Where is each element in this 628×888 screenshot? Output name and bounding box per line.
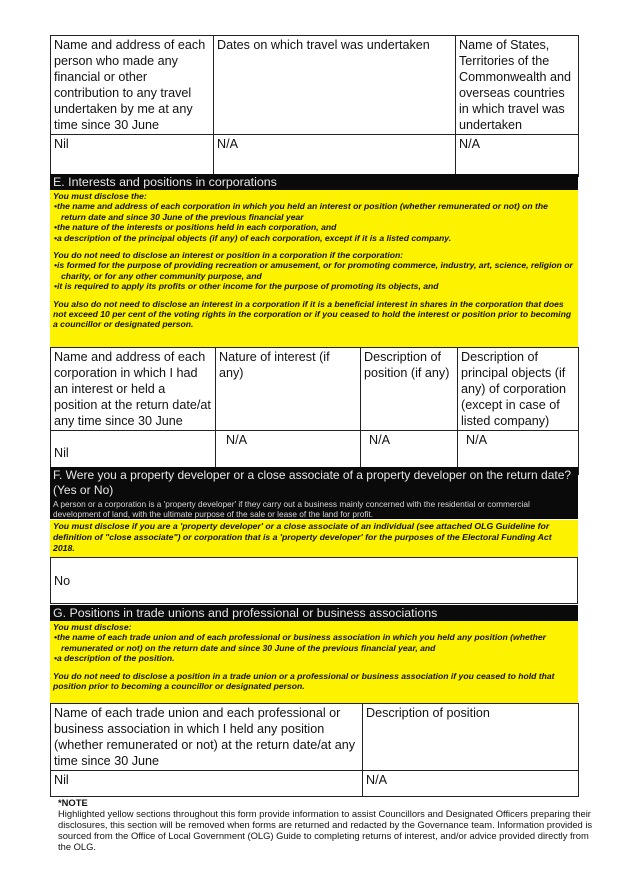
table-row bbox=[51, 558, 578, 604]
table-row bbox=[51, 771, 579, 797]
header-principal-objects: Description of principal objects (if any) of corporation (except in case of listed company) bbox=[458, 348, 579, 431]
section-e-heading: E. Interests and positions in corporations bbox=[50, 174, 578, 190]
not-need-label: You do not need to disclose an interest or position in a corporation if the corporation: bbox=[53, 250, 404, 261]
table-header-row bbox=[51, 36, 579, 135]
cell-contributor: Nil bbox=[51, 135, 214, 177]
header-position-description: Description of position bbox=[363, 704, 579, 771]
cell-corporation: Nil bbox=[51, 431, 216, 475]
section-g-guidance bbox=[50, 621, 578, 703]
must-disclose-list bbox=[53, 632, 575, 663]
not-need-list bbox=[53, 260, 575, 291]
cell-travel-locations: N/A bbox=[456, 135, 579, 177]
header-association: Name of each trade union and each professional or business association in which I held any position (whether remunerated or not) at the return date/at any time since 30 June bbox=[51, 704, 363, 771]
header-position: Description of position (if any) bbox=[361, 348, 458, 431]
header-travel-dates: Dates on which travel was undertaken bbox=[214, 36, 456, 135]
list-item: • it is required to apply its profits or other income for the purpose of promoting its objects, and bbox=[53, 281, 575, 291]
footer-note bbox=[58, 797, 598, 852]
header-corporation: Name and address of each corporation in which I had an interest or held a position at the return date/at any time since 30 June bbox=[51, 348, 216, 431]
list-item: • the name of each trade union and of each professional or business association in which you held any position (whether remunerated or not) on the return date and since 30 June of the previous financial year, and bbox=[53, 632, 575, 653]
travel-contributions-table bbox=[50, 35, 579, 177]
must-disclose-list bbox=[53, 201, 575, 243]
trade-unions-table bbox=[50, 703, 579, 797]
cell-position: N/A bbox=[361, 431, 458, 475]
also-not-need-text: You also do not need to disclose an interest in a corporation if it is a beneficial interest in shares in the corporation that does not exceed 10 per cent of the voting rights in the corporation or if you ceased to hold the interest or position prior to becoming a councillor or designated person. bbox=[53, 298, 572, 330]
not-need-text: You do not need to disclose a position in a trade union or a professional or business association if you ceased to hold that position prior to becoming a councillor or designated person. bbox=[53, 670, 555, 692]
cell-principal-objects: N/A bbox=[458, 431, 579, 475]
list-item: • the name and address of each corporation in which you held an interest or position (whether remunerated or not) on the return date and since 30 June of the previous financial year bbox=[53, 201, 575, 222]
section-g-heading: G. Positions in trade unions and professional or business associations bbox=[50, 605, 578, 621]
table-header-row bbox=[51, 348, 579, 431]
cell-nature-of-interest: N/A bbox=[216, 431, 361, 475]
note-title: *NOTE bbox=[58, 797, 88, 808]
cell-association: Nil bbox=[51, 771, 363, 797]
must-disclose-label: You must disclose: bbox=[53, 622, 132, 632]
section-f-heading: F. Were you a property developer or a close associate of a property developer on the return date? (Yes or No) bbox=[50, 467, 578, 499]
section-e-guidance bbox=[50, 190, 578, 347]
table-header-row bbox=[51, 704, 579, 771]
property-developer-table bbox=[50, 557, 578, 604]
cell-position-description: N/A bbox=[363, 771, 579, 797]
table-row bbox=[51, 135, 579, 177]
list-item: • the nature of the interests or positions held in each corporation, and bbox=[53, 222, 575, 232]
header-contributor: Name and address of each person who made any financial or other contribution to any travel undertaken by me at any time since 30 June bbox=[51, 36, 214, 135]
must-disclose-label: You must disclose the: bbox=[53, 191, 147, 201]
corporations-table bbox=[50, 347, 579, 475]
list-item: • is formed for the purpose of providing recreation or amusement, or for promoting commerce, industry, art, science, religion or charity, or for any other community purpose, and bbox=[53, 260, 575, 281]
property-developer-definition: A person or a corporation is a 'property developer' if they carry out a business mainly concerned with the residential or commercial development of land, with the ultimate purpose of the sale or lease of the land for profit. bbox=[50, 499, 578, 519]
list-item: • a description of the principal objects (if any) of each corporation, except if it is a listed company. bbox=[53, 233, 575, 243]
header-travel-locations: Name of States, Territories of the Commonwealth and overseas countries in which travel was undertaken bbox=[456, 36, 579, 135]
header-nature-of-interest: Nature of interest (if any) bbox=[216, 348, 361, 431]
property-developer-answer: No bbox=[51, 558, 578, 604]
section-f-guidance: You must disclose if you are a 'property developer' or a close associate of an individual (see attached OLG Guideline for definition of "close associate") or corporation that is a 'property developer' for the purposes of the Electoral Funding Act 2018. bbox=[50, 520, 578, 557]
list-item: • a description of the position. bbox=[53, 653, 575, 663]
cell-travel-dates: N/A bbox=[214, 135, 456, 177]
note-text: Highlighted yellow sections throughout this form provide information to assist Councillors and Designated Officers preparing their disclosures, this section will be removed when forms are returned and redacted by the Governance team. Information provided is sourced from the Office of Local Government (OLG) Guide to completing returns of interest, and/or advice provided directly from the OLG. bbox=[58, 808, 593, 852]
